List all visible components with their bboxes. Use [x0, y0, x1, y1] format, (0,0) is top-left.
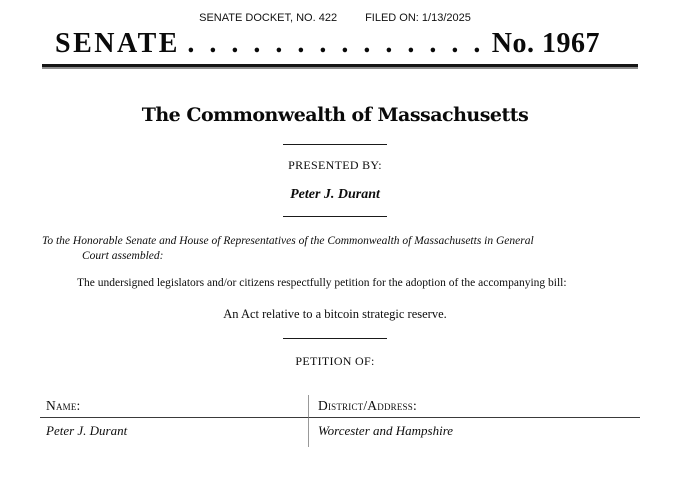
column-header-district: District/Address: [308, 395, 640, 418]
petitioners-table [40, 395, 640, 447]
bill-cover-page [0, 12, 680, 477]
salutation-line-1: To the Honorable Senate and House of Representatives of the Commonwealth of Massachusetts in General [42, 235, 534, 247]
column-header-name: Name: [40, 395, 308, 418]
bill-number: No. 1967 [491, 28, 600, 59]
senate-bill-heading [55, 29, 600, 59]
bill-title: An Act relative to a bitcoin strategic reserve. [223, 307, 447, 321]
petition-of-label: PETITION OF: [295, 354, 375, 368]
docket-row [42, 12, 628, 25]
salutation-paragraph [42, 234, 628, 264]
section-divider [283, 338, 387, 339]
presenter-name: Peter J. Durant [290, 187, 380, 202]
petition-sentence: The undersigned legislators and/or citizens respectfully petition for the adoption of the accompanying bill: [77, 277, 567, 289]
section-divider [283, 216, 387, 217]
commonwealth-title: The Commonwealth of Massachusetts [141, 104, 529, 126]
presented-by-label: PRESENTED BY: [288, 158, 382, 172]
petitioner-district-cell: Worcester and Hampshire [308, 418, 640, 447]
dot-leader: . . . . . . . . . . . . . . [187, 28, 485, 59]
salutation-line-2: Court assembled: [82, 250, 164, 262]
document-body [42, 103, 628, 369]
petitioner-name-cell: Peter J. Durant [46, 423, 128, 438]
section-divider [283, 144, 387, 145]
senate-docket-number: SENATE DOCKET, NO. 422 [199, 12, 338, 24]
filed-on-date: FILED ON: 1/13/2025 [365, 12, 471, 24]
chamber-label: SENATE [55, 28, 180, 59]
header-double-rule [42, 64, 638, 69]
